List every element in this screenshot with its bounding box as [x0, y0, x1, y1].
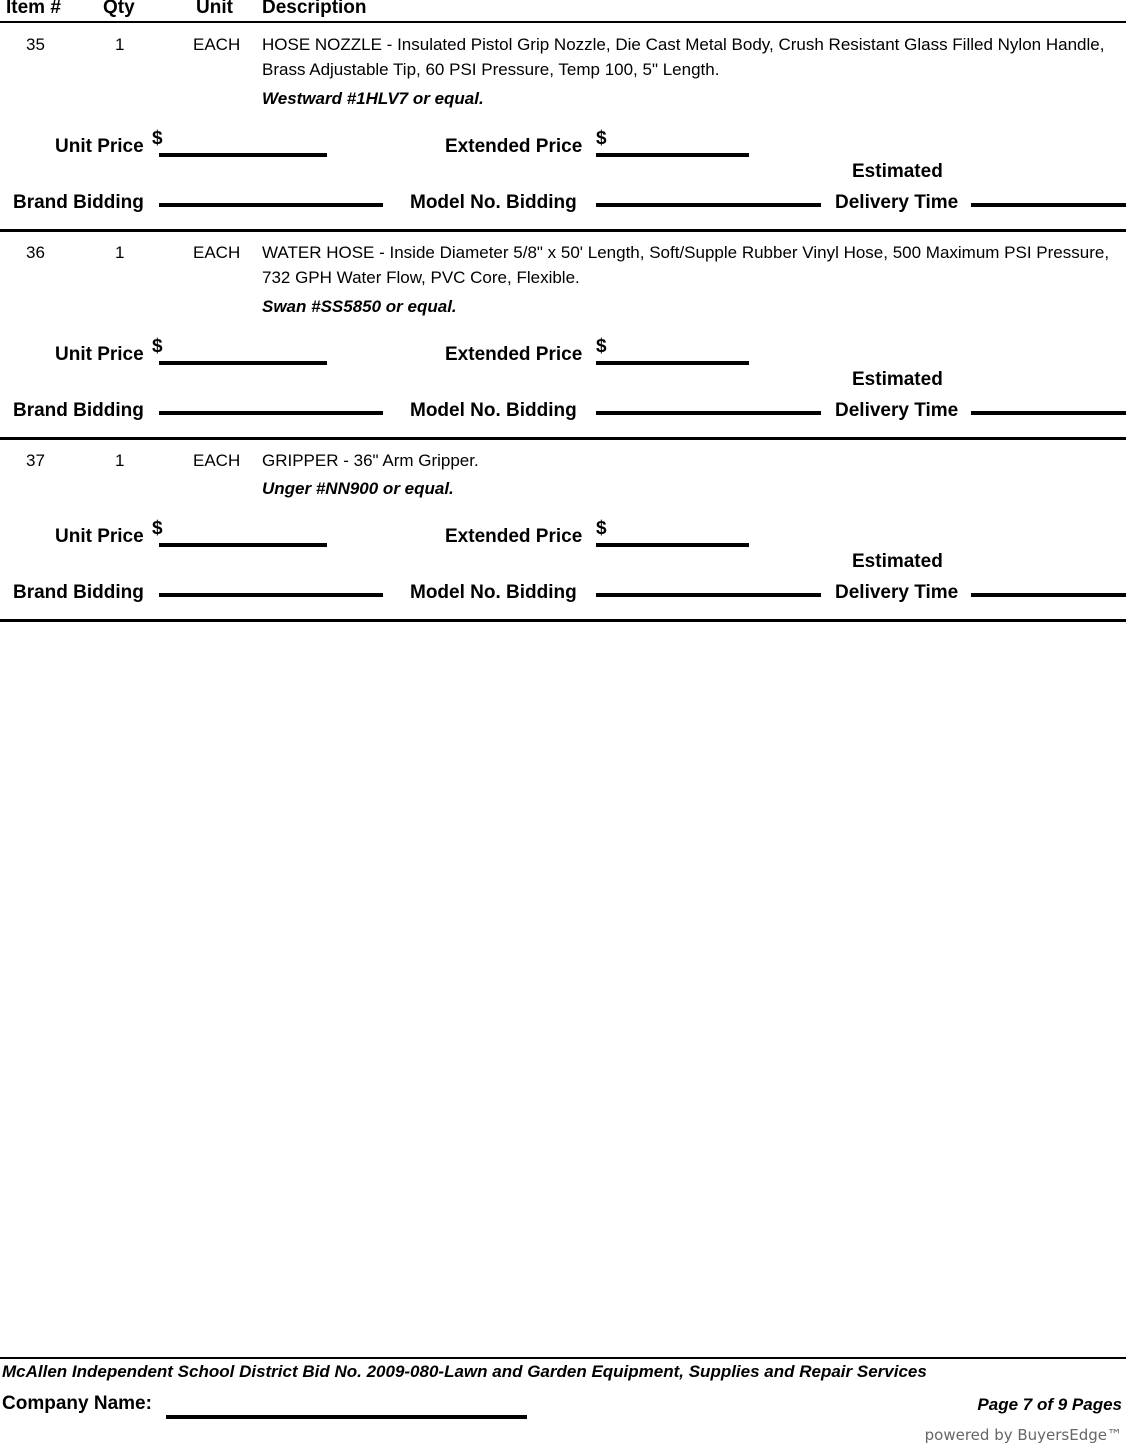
estimated-label: Estimated: [852, 369, 943, 390]
item-number: 35: [26, 35, 45, 54]
model-bidding-label: Model No. Bidding: [410, 582, 577, 603]
extended-price-field[interactable]: [596, 153, 749, 157]
extended-price-label: Extended Price: [445, 526, 583, 547]
item-description: HOSE NOZZLE - Insulated Pistol Grip Nozzle, Die Cast Metal Body, Crush Resistant Glass Filled Nylon Handle, Brass Adjustable Tip, 60 PSI Pressure, Temp 100, 5" Length.: [262, 35, 1105, 79]
item-unit: EACH: [193, 35, 241, 54]
unit-price-field[interactable]: [159, 361, 327, 365]
page-number: Page 7 of 9 Pages: [977, 1395, 1122, 1414]
model-bidding-label: Model No. Bidding: [410, 400, 577, 421]
extended-price-field[interactable]: [596, 361, 749, 365]
item-divider: [0, 619, 1126, 622]
unit-price-dollar: $: [152, 336, 163, 357]
brand-bidding-label: Brand Bidding: [13, 582, 144, 603]
delivery-time-label: Delivery Time: [835, 582, 959, 603]
model-bidding-label: Model No. Bidding: [410, 192, 577, 213]
estimated-label: Estimated: [852, 551, 943, 572]
extended-price-dollar: $: [596, 128, 607, 149]
brand-bidding-field[interactable]: [159, 593, 383, 597]
header-divider: [0, 21, 1126, 23]
delivery-time-label: Delivery Time: [835, 400, 959, 421]
extended-price-label: Extended Price: [445, 344, 583, 365]
brand-bidding-label: Brand Bidding: [13, 192, 144, 213]
brand-bidding-label: Brand Bidding: [13, 400, 144, 421]
item-description: WATER HOSE - Inside Diameter 5/8" x 50' Length, Soft/Supple Rubber Vinyl Hose, 500 Maximum PSI Pressure, 732 GPH Water Flow, PVC Core, Flexible.: [262, 243, 1110, 287]
extended-price-field[interactable]: [596, 543, 749, 547]
extended-price-dollar: $: [596, 336, 607, 357]
item-unit: EACH: [193, 243, 241, 262]
company-name-label: Company Name:: [2, 1393, 152, 1414]
model-bidding-field[interactable]: [596, 203, 821, 207]
extended-price-label: Extended Price: [445, 136, 583, 157]
item-qty: 1: [115, 35, 125, 54]
brand-bidding-field[interactable]: [159, 411, 383, 415]
header-description: Description: [262, 0, 367, 18]
unit-price-field[interactable]: [159, 153, 327, 157]
unit-price-dollar: $: [152, 518, 163, 539]
item-number: 36: [26, 243, 45, 262]
item-divider: [0, 229, 1126, 232]
unit-price-dollar: $: [152, 128, 163, 149]
model-bidding-field[interactable]: [596, 411, 821, 415]
extended-price-dollar: $: [596, 518, 607, 539]
delivery-time-field[interactable]: [971, 203, 1126, 207]
delivery-time-field[interactable]: [971, 593, 1126, 597]
footer-bid-title: McAllen Independent School District Bid No. 2009-080-Lawn and Garden Equipment, Supplies and Repair Services: [2, 1362, 927, 1381]
header-item: Item #: [6, 0, 61, 18]
footer-divider: [0, 1357, 1126, 1359]
estimated-label: Estimated: [852, 161, 943, 182]
item-qty: 1: [115, 451, 125, 470]
item-qty: 1: [115, 243, 125, 262]
item-brand-spec: Westward #1HLV7 or equal.: [262, 89, 484, 108]
item-divider: [0, 437, 1126, 440]
unit-price-label: Unit Price: [55, 344, 144, 365]
header-qty: Qty: [103, 0, 135, 18]
powered-by-text: powered by BuyersEdge™: [924, 1426, 1122, 1444]
model-bidding-field[interactable]: [596, 593, 821, 597]
delivery-time-field[interactable]: [971, 411, 1126, 415]
brand-bidding-field[interactable]: [159, 203, 383, 207]
unit-price-label: Unit Price: [55, 136, 144, 157]
item-unit: EACH: [193, 451, 241, 470]
header-unit: Unit: [196, 0, 233, 18]
item-brand-spec: Unger #NN900 or equal.: [262, 479, 454, 498]
company-name-field[interactable]: [166, 1415, 527, 1419]
item-description: GRIPPER - 36" Arm Gripper.: [262, 451, 479, 470]
unit-price-field[interactable]: [159, 543, 327, 547]
delivery-time-label: Delivery Time: [835, 192, 959, 213]
unit-price-label: Unit Price: [55, 526, 144, 547]
item-number: 37: [26, 451, 45, 470]
item-brand-spec: Swan #SS5850 or equal.: [262, 297, 457, 316]
